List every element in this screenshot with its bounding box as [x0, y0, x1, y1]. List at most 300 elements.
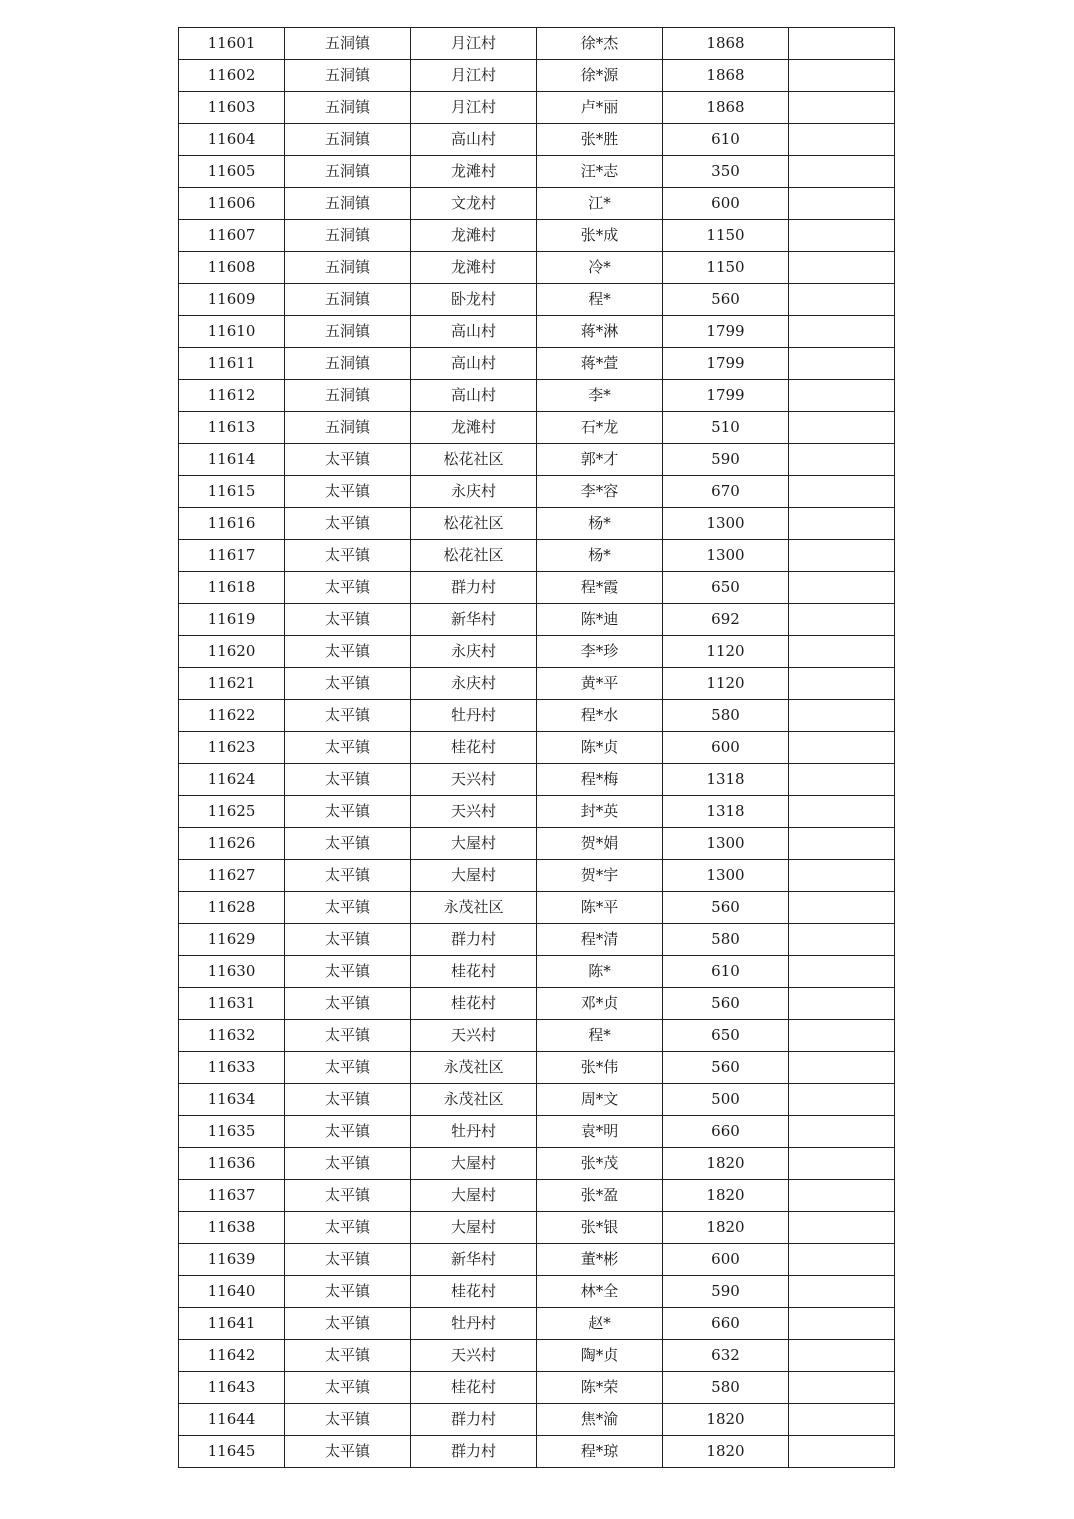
table-row [179, 1180, 895, 1212]
name-cell: 袁*明 [537, 1116, 663, 1148]
table-row [179, 476, 895, 508]
serial-number-cell: 11635 [179, 1116, 285, 1148]
serial-number-cell: 11616 [179, 508, 285, 540]
name-cell: 程*琼 [537, 1436, 663, 1468]
serial-number-cell: 11640 [179, 1276, 285, 1308]
amount-cell: 1820 [663, 1148, 789, 1180]
village-cell: 永庆村 [411, 636, 537, 668]
town-cell: 五洞镇 [285, 220, 411, 252]
village-cell: 天兴村 [411, 764, 537, 796]
town-cell: 五洞镇 [285, 252, 411, 284]
amount-cell: 1318 [663, 764, 789, 796]
village-cell: 牡丹村 [411, 1116, 537, 1148]
amount-cell: 670 [663, 476, 789, 508]
serial-number-cell: 11637 [179, 1180, 285, 1212]
village-cell: 群力村 [411, 572, 537, 604]
table-row [179, 1404, 895, 1436]
amount-cell: 580 [663, 924, 789, 956]
remark-cell [789, 444, 895, 476]
table-row [179, 1116, 895, 1148]
amount-cell: 580 [663, 1372, 789, 1404]
serial-number-cell: 11620 [179, 636, 285, 668]
town-cell: 五洞镇 [285, 316, 411, 348]
village-cell: 永茂社区 [411, 892, 537, 924]
town-cell: 太平镇 [285, 892, 411, 924]
table-row [179, 284, 895, 316]
remark-cell [789, 1116, 895, 1148]
name-cell: 张*伟 [537, 1052, 663, 1084]
amount-cell: 1820 [663, 1404, 789, 1436]
amount-cell: 1318 [663, 796, 789, 828]
town-cell: 太平镇 [285, 444, 411, 476]
amount-cell: 590 [663, 1276, 789, 1308]
remark-cell [789, 860, 895, 892]
village-cell: 桂花村 [411, 988, 537, 1020]
remark-cell [789, 188, 895, 220]
table-row [179, 572, 895, 604]
table-row [179, 668, 895, 700]
serial-number-cell: 11614 [179, 444, 285, 476]
table-row [179, 1052, 895, 1084]
town-cell: 太平镇 [285, 764, 411, 796]
village-cell: 永庆村 [411, 476, 537, 508]
amount-cell: 1150 [663, 220, 789, 252]
name-cell: 周*文 [537, 1084, 663, 1116]
serial-number-cell: 11618 [179, 572, 285, 604]
name-cell: 赵* [537, 1308, 663, 1340]
town-cell: 太平镇 [285, 1020, 411, 1052]
remark-cell [789, 764, 895, 796]
table-row [179, 188, 895, 220]
amount-cell: 1300 [663, 860, 789, 892]
name-cell: 黄*平 [537, 668, 663, 700]
remark-cell [789, 700, 895, 732]
serial-number-cell: 11606 [179, 188, 285, 220]
town-cell: 太平镇 [285, 732, 411, 764]
table-row [179, 988, 895, 1020]
village-cell: 高山村 [411, 316, 537, 348]
remark-cell [789, 412, 895, 444]
town-cell: 太平镇 [285, 572, 411, 604]
remark-cell [789, 1436, 895, 1468]
amount-cell: 580 [663, 700, 789, 732]
amount-cell: 1300 [663, 540, 789, 572]
remark-cell [789, 476, 895, 508]
amount-cell: 1868 [663, 28, 789, 60]
remark-cell [789, 252, 895, 284]
town-cell: 五洞镇 [285, 348, 411, 380]
village-cell: 月江村 [411, 60, 537, 92]
serial-number-cell: 11642 [179, 1340, 285, 1372]
serial-number-cell: 11622 [179, 700, 285, 732]
table-row [179, 1372, 895, 1404]
village-cell: 高山村 [411, 124, 537, 156]
village-cell: 永茂社区 [411, 1084, 537, 1116]
table-row [179, 380, 895, 412]
amount-cell: 1799 [663, 316, 789, 348]
remark-cell [789, 572, 895, 604]
town-cell: 太平镇 [285, 1308, 411, 1340]
amount-cell: 1799 [663, 348, 789, 380]
village-cell: 群力村 [411, 1436, 537, 1468]
table-row [179, 828, 895, 860]
name-cell: 程* [537, 1020, 663, 1052]
amount-cell: 692 [663, 604, 789, 636]
name-cell: 李*容 [537, 476, 663, 508]
amount-cell: 650 [663, 1020, 789, 1052]
table-row [179, 1084, 895, 1116]
serial-number-cell: 11641 [179, 1308, 285, 1340]
serial-number-cell: 11629 [179, 924, 285, 956]
town-cell: 太平镇 [285, 540, 411, 572]
amount-cell: 610 [663, 956, 789, 988]
remark-cell [789, 1372, 895, 1404]
serial-number-cell: 11639 [179, 1244, 285, 1276]
name-cell: 张*胜 [537, 124, 663, 156]
amount-cell: 600 [663, 188, 789, 220]
village-cell: 龙滩村 [411, 156, 537, 188]
serial-number-cell: 11644 [179, 1404, 285, 1436]
serial-number-cell: 11624 [179, 764, 285, 796]
village-cell: 松花社区 [411, 508, 537, 540]
amount-cell: 1300 [663, 828, 789, 860]
serial-number-cell: 11617 [179, 540, 285, 572]
village-cell: 卧龙村 [411, 284, 537, 316]
remark-cell [789, 604, 895, 636]
village-cell: 文龙村 [411, 188, 537, 220]
name-cell: 陈*平 [537, 892, 663, 924]
town-cell: 五洞镇 [285, 156, 411, 188]
remark-cell [789, 1308, 895, 1340]
remark-cell [789, 60, 895, 92]
name-cell: 张*成 [537, 220, 663, 252]
town-cell: 太平镇 [285, 1116, 411, 1148]
town-cell: 五洞镇 [285, 92, 411, 124]
table-row [179, 252, 895, 284]
serial-number-cell: 11631 [179, 988, 285, 1020]
remark-cell [789, 1212, 895, 1244]
name-cell: 杨* [537, 508, 663, 540]
table-row [179, 316, 895, 348]
amount-cell: 560 [663, 1052, 789, 1084]
name-cell: 贺*娟 [537, 828, 663, 860]
village-cell: 天兴村 [411, 796, 537, 828]
name-cell: 陈*贞 [537, 732, 663, 764]
town-cell: 太平镇 [285, 1340, 411, 1372]
table-row [179, 1148, 895, 1180]
serial-number-cell: 11633 [179, 1052, 285, 1084]
remark-cell [789, 1340, 895, 1372]
village-cell: 龙滩村 [411, 412, 537, 444]
name-cell: 冷* [537, 252, 663, 284]
table-row [179, 892, 895, 924]
town-cell: 太平镇 [285, 860, 411, 892]
table-row [179, 1340, 895, 1372]
town-cell: 太平镇 [285, 476, 411, 508]
serial-number-cell: 11625 [179, 796, 285, 828]
village-cell: 天兴村 [411, 1020, 537, 1052]
table-row [179, 764, 895, 796]
town-cell: 五洞镇 [285, 412, 411, 444]
amount-cell: 1820 [663, 1180, 789, 1212]
amount-cell: 1150 [663, 252, 789, 284]
amount-cell: 1300 [663, 508, 789, 540]
table-row [179, 28, 895, 60]
town-cell: 五洞镇 [285, 60, 411, 92]
town-cell: 五洞镇 [285, 124, 411, 156]
name-cell: 林*全 [537, 1276, 663, 1308]
remark-cell [789, 284, 895, 316]
name-cell: 江* [537, 188, 663, 220]
village-cell: 大屋村 [411, 860, 537, 892]
remark-cell [789, 316, 895, 348]
name-cell: 李* [537, 380, 663, 412]
village-cell: 大屋村 [411, 1148, 537, 1180]
town-cell: 太平镇 [285, 1276, 411, 1308]
table-row [179, 1436, 895, 1468]
name-cell: 张*盈 [537, 1180, 663, 1212]
name-cell: 陈*荣 [537, 1372, 663, 1404]
town-cell: 太平镇 [285, 1052, 411, 1084]
serial-number-cell: 11613 [179, 412, 285, 444]
serial-number-cell: 11619 [179, 604, 285, 636]
name-cell: 程*霞 [537, 572, 663, 604]
serial-number-cell: 11609 [179, 284, 285, 316]
village-cell: 月江村 [411, 28, 537, 60]
name-cell: 程*水 [537, 700, 663, 732]
serial-number-cell: 11645 [179, 1436, 285, 1468]
amount-cell: 350 [663, 156, 789, 188]
table-row [179, 1212, 895, 1244]
serial-number-cell: 11603 [179, 92, 285, 124]
serial-number-cell: 11628 [179, 892, 285, 924]
table-row [179, 860, 895, 892]
remark-cell [789, 1244, 895, 1276]
amount-cell: 660 [663, 1116, 789, 1148]
amount-cell: 560 [663, 284, 789, 316]
amount-cell: 1120 [663, 636, 789, 668]
table-row [179, 604, 895, 636]
remark-cell [789, 732, 895, 764]
village-cell: 龙滩村 [411, 252, 537, 284]
town-cell: 太平镇 [285, 1372, 411, 1404]
town-cell: 太平镇 [285, 668, 411, 700]
name-cell: 卢*丽 [537, 92, 663, 124]
town-cell: 太平镇 [285, 1212, 411, 1244]
name-cell: 蒋*淋 [537, 316, 663, 348]
remark-cell [789, 540, 895, 572]
roster-table [178, 27, 895, 1468]
name-cell: 蒋*萱 [537, 348, 663, 380]
table-row [179, 124, 895, 156]
roster-table-body [179, 28, 895, 1468]
remark-cell [789, 28, 895, 60]
remark-cell [789, 124, 895, 156]
serial-number-cell: 11611 [179, 348, 285, 380]
amount-cell: 510 [663, 412, 789, 444]
amount-cell: 600 [663, 732, 789, 764]
village-cell: 桂花村 [411, 956, 537, 988]
amount-cell: 650 [663, 572, 789, 604]
table-row [179, 796, 895, 828]
remark-cell [789, 988, 895, 1020]
town-cell: 太平镇 [285, 1404, 411, 1436]
village-cell: 永庆村 [411, 668, 537, 700]
name-cell: 徐*杰 [537, 28, 663, 60]
table-row [179, 700, 895, 732]
serial-number-cell: 11607 [179, 220, 285, 252]
serial-number-cell: 11604 [179, 124, 285, 156]
town-cell: 太平镇 [285, 796, 411, 828]
name-cell: 徐*源 [537, 60, 663, 92]
village-cell: 高山村 [411, 380, 537, 412]
serial-number-cell: 11602 [179, 60, 285, 92]
name-cell: 张*茂 [537, 1148, 663, 1180]
village-cell: 牡丹村 [411, 1308, 537, 1340]
town-cell: 太平镇 [285, 956, 411, 988]
amount-cell: 632 [663, 1340, 789, 1372]
name-cell: 陈* [537, 956, 663, 988]
remark-cell [789, 1404, 895, 1436]
table-row [179, 1020, 895, 1052]
remark-cell [789, 668, 895, 700]
village-cell: 大屋村 [411, 1212, 537, 1244]
town-cell: 太平镇 [285, 988, 411, 1020]
name-cell: 汪*志 [537, 156, 663, 188]
remark-cell [789, 1084, 895, 1116]
village-cell: 群力村 [411, 1404, 537, 1436]
town-cell: 太平镇 [285, 1148, 411, 1180]
village-cell: 牡丹村 [411, 700, 537, 732]
name-cell: 焦*渝 [537, 1404, 663, 1436]
town-cell: 太平镇 [285, 1180, 411, 1212]
town-cell: 太平镇 [285, 604, 411, 636]
amount-cell: 1868 [663, 92, 789, 124]
name-cell: 杨* [537, 540, 663, 572]
table-row [179, 60, 895, 92]
name-cell: 陶*贞 [537, 1340, 663, 1372]
remark-cell [789, 636, 895, 668]
table-row [179, 92, 895, 124]
amount-cell: 560 [663, 988, 789, 1020]
village-cell: 新华村 [411, 604, 537, 636]
name-cell: 贺*宇 [537, 860, 663, 892]
serial-number-cell: 11623 [179, 732, 285, 764]
table-row [179, 444, 895, 476]
remark-cell [789, 1020, 895, 1052]
table-row [179, 1244, 895, 1276]
serial-number-cell: 11643 [179, 1372, 285, 1404]
table-row [179, 540, 895, 572]
amount-cell: 500 [663, 1084, 789, 1116]
town-cell: 太平镇 [285, 636, 411, 668]
name-cell: 程* [537, 284, 663, 316]
serial-number-cell: 11612 [179, 380, 285, 412]
serial-number-cell: 11608 [179, 252, 285, 284]
town-cell: 太平镇 [285, 1244, 411, 1276]
village-cell: 月江村 [411, 92, 537, 124]
table-row [179, 1308, 895, 1340]
village-cell: 大屋村 [411, 828, 537, 860]
name-cell: 董*彬 [537, 1244, 663, 1276]
amount-cell: 1799 [663, 380, 789, 412]
amount-cell: 610 [663, 124, 789, 156]
remark-cell [789, 1276, 895, 1308]
village-cell: 群力村 [411, 924, 537, 956]
remark-cell [789, 508, 895, 540]
village-cell: 大屋村 [411, 1180, 537, 1212]
name-cell: 陈*迪 [537, 604, 663, 636]
village-cell: 松花社区 [411, 540, 537, 572]
name-cell: 张*银 [537, 1212, 663, 1244]
table-row [179, 348, 895, 380]
village-cell: 桂花村 [411, 732, 537, 764]
serial-number-cell: 11638 [179, 1212, 285, 1244]
amount-cell: 1120 [663, 668, 789, 700]
amount-cell: 1820 [663, 1436, 789, 1468]
village-cell: 松花社区 [411, 444, 537, 476]
table-row [179, 636, 895, 668]
table-row [179, 220, 895, 252]
name-cell: 李*珍 [537, 636, 663, 668]
serial-number-cell: 11601 [179, 28, 285, 60]
name-cell: 石*龙 [537, 412, 663, 444]
remark-cell [789, 348, 895, 380]
serial-number-cell: 11636 [179, 1148, 285, 1180]
village-cell: 新华村 [411, 1244, 537, 1276]
serial-number-cell: 11632 [179, 1020, 285, 1052]
remark-cell [789, 1180, 895, 1212]
serial-number-cell: 11615 [179, 476, 285, 508]
village-cell: 桂花村 [411, 1372, 537, 1404]
table-row [179, 508, 895, 540]
name-cell: 程*清 [537, 924, 663, 956]
town-cell: 五洞镇 [285, 380, 411, 412]
village-cell: 龙滩村 [411, 220, 537, 252]
table-row [179, 956, 895, 988]
serial-number-cell: 11634 [179, 1084, 285, 1116]
town-cell: 五洞镇 [285, 188, 411, 220]
remark-cell [789, 796, 895, 828]
name-cell: 程*梅 [537, 764, 663, 796]
village-cell: 高山村 [411, 348, 537, 380]
remark-cell [789, 1148, 895, 1180]
town-cell: 太平镇 [285, 508, 411, 540]
amount-cell: 1868 [663, 60, 789, 92]
town-cell: 太平镇 [285, 924, 411, 956]
village-cell: 天兴村 [411, 1340, 537, 1372]
remark-cell [789, 92, 895, 124]
town-cell: 五洞镇 [285, 284, 411, 316]
table-row [179, 412, 895, 444]
name-cell: 邓*贞 [537, 988, 663, 1020]
town-cell: 五洞镇 [285, 28, 411, 60]
amount-cell: 590 [663, 444, 789, 476]
remark-cell [789, 892, 895, 924]
remark-cell [789, 220, 895, 252]
amount-cell: 1820 [663, 1212, 789, 1244]
village-cell: 永茂社区 [411, 1052, 537, 1084]
serial-number-cell: 11621 [179, 668, 285, 700]
serial-number-cell: 11626 [179, 828, 285, 860]
table-row [179, 924, 895, 956]
town-cell: 太平镇 [285, 1436, 411, 1468]
remark-cell [789, 828, 895, 860]
serial-number-cell: 11605 [179, 156, 285, 188]
amount-cell: 600 [663, 1244, 789, 1276]
serial-number-cell: 11610 [179, 316, 285, 348]
remark-cell [789, 156, 895, 188]
